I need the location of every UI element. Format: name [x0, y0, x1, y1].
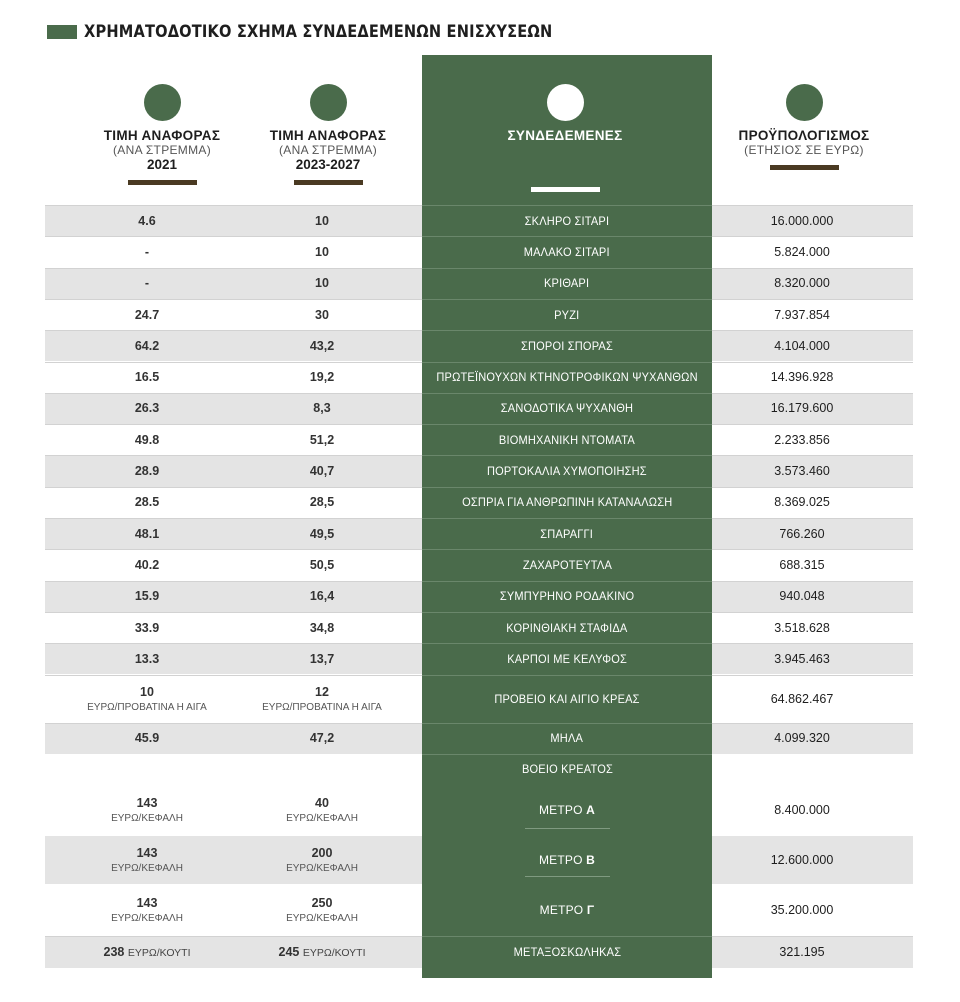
crop-name: ΣΑΝΟΔΟΤΙΚΑ ΨΥΧΑΝΘΗ	[500, 401, 634, 416]
header-title: ΠΡΟΫΠΟΛΟΓΙΣΜΟΣ	[738, 128, 870, 143]
value-2023-2027: 250 ΕΥΡΩ/ΚΕΦΑΛΗ	[286, 895, 358, 924]
value-2021: 16.5	[134, 370, 160, 385]
budget-value: 16.000.000	[770, 213, 834, 228]
table-row	[45, 268, 913, 299]
value-2021: 143 ΕΥΡΩ/ΚΕΦΑΛΗ	[111, 795, 183, 824]
crop-name: ΡΥΖΙ	[554, 307, 580, 322]
header-reference-2023-2027	[253, 84, 403, 185]
measure-letter: Γ	[586, 902, 595, 917]
value-2021: 24.7	[134, 307, 160, 322]
table-row	[45, 643, 913, 674]
budget-value: 35.200.000	[770, 902, 834, 917]
value-2023-2027: 10	[315, 213, 329, 228]
table-row	[45, 362, 913, 393]
value-2023-2027: 40,7	[309, 464, 335, 479]
table-row	[45, 424, 913, 455]
header-rule	[128, 180, 197, 185]
header-circle-icon	[786, 84, 823, 121]
value-2021: -	[144, 276, 150, 291]
value-2021: 10 ΕΥΡΩ/ΠΡΟΒΑΤΙΝΑ Η ΑΙΓΑ	[87, 684, 207, 713]
budget-value: 16.179.600	[770, 401, 834, 416]
value-2021: 64.2	[134, 338, 160, 353]
value-2021: 13.3	[134, 651, 160, 666]
value-2021: 28.5	[134, 495, 160, 510]
budget-value: 4.099.320	[774, 731, 830, 745]
budget-value: 688.315	[779, 557, 825, 572]
crop-name: ΜΑΛΑΚΟ ΣΙΤΑΡΙ	[524, 244, 610, 259]
budget-value: 12.600.000	[770, 852, 834, 867]
table-row	[45, 518, 913, 549]
budget-value: 5.824.000	[774, 244, 830, 259]
value-2021: 143 ΕΥΡΩ/ΚΕΦΑΛΗ	[111, 895, 183, 924]
crop-name: ΣΥΜΠΥΡΗΝΟ ΡΟΔΑΚΙΝΟ	[499, 589, 635, 604]
table-row	[45, 754, 913, 784]
table-row	[45, 393, 913, 424]
crop-name: ΖΑΧΑΡΟΤΕΥΤΛΑ	[522, 557, 612, 572]
value-2021: 26.3	[134, 401, 160, 416]
budget-value: 3.945.463	[774, 651, 830, 666]
value-2021: 33.9	[134, 620, 160, 635]
budget-value: 64.862.467	[770, 691, 834, 706]
header-linked	[490, 84, 640, 192]
table-row	[45, 455, 913, 486]
value-2021: 45.9	[134, 731, 160, 745]
value-2023-2027: 47,2	[309, 731, 335, 745]
header-title: ΤΙΜΗ ΑΝΑΦΟΡΑΣ	[103, 128, 221, 143]
value-2023-2027: 13,7	[309, 651, 335, 666]
value-2023-2027: 10	[315, 276, 329, 291]
measure-word: ΜΕΤΡΟ	[539, 902, 584, 917]
crop-name: ΠΡΟΒΕΙΟ ΚΑΙ ΑΙΓΙΟ ΚΡΕΑΣ	[494, 691, 640, 706]
beef-measure	[422, 884, 712, 936]
header-subtitle: (ΕΤΗΣΙΟΣ ΣΕ ΕΥΡΩ)	[744, 143, 864, 157]
measure-word: ΜΕΤΡΟ	[538, 852, 583, 867]
value-2023-2027: 49,5	[309, 526, 335, 541]
page-title: ΧΡΗΜΑΤΟΔΟΤΙΚΟ ΣΧΗΜΑ ΣΥΝΔΕΔΕΜΕΝΩΝ ΕΝΙΣΧΥΣΕΩΝ	[84, 22, 553, 42]
value-2021: -	[144, 244, 150, 259]
table-row	[45, 205, 913, 236]
header-subtitle: (ΑΝΑ ΣΤΡΕΜΜΑ)	[279, 143, 377, 157]
value-2021: 48.1	[134, 526, 160, 541]
table-row	[45, 836, 913, 884]
budget-value: 321.195	[779, 944, 825, 959]
value-2023-2027: 40 ΕΥΡΩ/ΚΕΦΑΛΗ	[286, 795, 358, 824]
measure-letter: Β	[586, 852, 596, 867]
value-2023-2027: 50,5	[309, 557, 335, 572]
table-row	[45, 884, 913, 936]
crop-name: ΠΡΩΤΕΪΝΟΥΧΩΝ ΚΤΗΝΟΤΡΟΦΙΚΩΝ ΨΥΧΑΝΘΩΝ	[436, 370, 698, 385]
crop-name: ΟΣΠΡΙΑ ΓΙΑ ΑΝΘΡΩΠΙΝΗ ΚΑΤΑΝΑΛΩΣΗ	[461, 495, 673, 510]
header-rule	[531, 187, 600, 192]
value-2023-2027: 34,8	[309, 620, 335, 635]
budget-value: 2.233.856	[774, 432, 830, 447]
crop-name: ΣΠΑΡΑΓΓΙ	[540, 526, 594, 541]
value-2021: 15.9	[134, 589, 160, 604]
budget-value: 940.048	[779, 589, 825, 604]
measure-letter: Α	[586, 802, 596, 817]
value-2023-2027: 10	[315, 244, 329, 259]
value-2023-2027: 30	[315, 307, 329, 322]
value-2021: 28.9	[134, 464, 160, 479]
header-title: ΣΥΝΔΕΔΕΜΕΝΕΣ	[507, 128, 623, 143]
table-row	[45, 549, 913, 580]
budget-value: 4.104.000	[774, 338, 830, 353]
table-row	[45, 723, 913, 754]
budget-value: 14.396.928	[770, 370, 834, 385]
table-row	[45, 784, 913, 836]
value-2021: 4.6	[138, 213, 156, 228]
header-subtitle: (ΑΝΑ ΣΤΡΕΜΜΑ)	[113, 143, 211, 157]
header-circle-icon	[310, 84, 347, 121]
title-marker	[47, 25, 77, 39]
header-circle-icon	[144, 84, 181, 121]
budget-value: 766.260	[779, 526, 825, 541]
header-rule	[294, 180, 363, 185]
crop-name: ΜΕΤΑΞΟΣΚΩΛΗΚΑΣ	[513, 944, 621, 959]
table-row	[45, 299, 913, 330]
crop-name: ΚΡΙΘΑΡΙ	[544, 276, 590, 291]
table-row	[45, 236, 913, 267]
table-row	[45, 612, 913, 643]
value-2021: 40.2	[134, 557, 160, 572]
budget-value: 3.573.460	[774, 464, 830, 479]
value-2023-2027: 200 ΕΥΡΩ/ΚΕΦΑΛΗ	[286, 845, 358, 874]
budget-value: 3.518.628	[774, 620, 830, 635]
crop-name: ΠΟΡΤΟΚΑΛΙΑ ΧΥΜΟΠΟΙΗΣΗΣ	[487, 464, 647, 479]
crop-name: ΚΑΡΠΟΙ ΜΕ ΚΕΛΥΦΟΣ	[507, 651, 627, 666]
crop-name: ΜΗΛΑ	[550, 731, 584, 745]
value-2023-2027: 8,3	[313, 401, 331, 416]
header-circle-icon	[547, 84, 584, 121]
crop-name: ΚΟΡΙΝΘΙΑΚΗ ΣΤΑΦΙΔΑ	[506, 620, 628, 635]
value-2023-2027: 51,2	[309, 432, 335, 447]
crop-name: ΣΠΟΡΟΙ ΣΠΟΡΑΣ	[520, 338, 613, 353]
header-title: ΤΙΜΗ ΑΝΑΦΟΡΑΣ	[269, 128, 387, 143]
value-2023-2027: 245 ΕΥΡΩ/ΚΟΥΤΙ	[278, 944, 366, 959]
crop-name: ΣΚΛΗΡΟ ΣΙΤΑΡΙ	[524, 213, 610, 228]
crop-name: ΒΙΟΜΗΧΑΝΙΚΗ ΝΤΟΜΑΤΑ	[499, 432, 635, 447]
budget-value: 8.400.000	[774, 802, 830, 817]
budget-value: 8.369.025	[774, 495, 830, 510]
value-2021: 49.8	[134, 432, 160, 447]
measure-word: ΜΕΤΡΟ	[538, 802, 583, 817]
budget-value: 7.937.854	[774, 307, 830, 322]
value-2023-2027: 28,5	[309, 495, 335, 510]
value-2023-2027: 16,4	[309, 589, 335, 604]
table-row	[45, 675, 913, 723]
header-reference-2021	[87, 84, 237, 185]
table-row	[45, 936, 913, 968]
header-budget	[729, 84, 879, 170]
value-2021: 238 ΕΥΡΩ/ΚΟΥΤΙ	[103, 944, 191, 959]
value-2023-2027: 19,2	[309, 370, 335, 385]
value-2023-2027: 12 ΕΥΡΩ/ΠΡΟΒΑΤΙΝΑ Η ΑΙΓΑ	[262, 684, 382, 713]
header-year: 2023-2027	[295, 157, 361, 172]
crop-name: ΒΟΕΙΟ ΚΡΕΑΤΟΣ	[521, 761, 613, 776]
header-rule	[770, 165, 839, 170]
budget-value: 8.320.000	[774, 276, 830, 291]
header-year: 2021	[146, 157, 178, 172]
table-row	[45, 581, 913, 612]
table-row	[45, 330, 913, 361]
table-row	[45, 487, 913, 518]
value-2023-2027: 43,2	[309, 338, 335, 353]
value-2021: 143 ΕΥΡΩ/ΚΕΦΑΛΗ	[111, 845, 183, 874]
